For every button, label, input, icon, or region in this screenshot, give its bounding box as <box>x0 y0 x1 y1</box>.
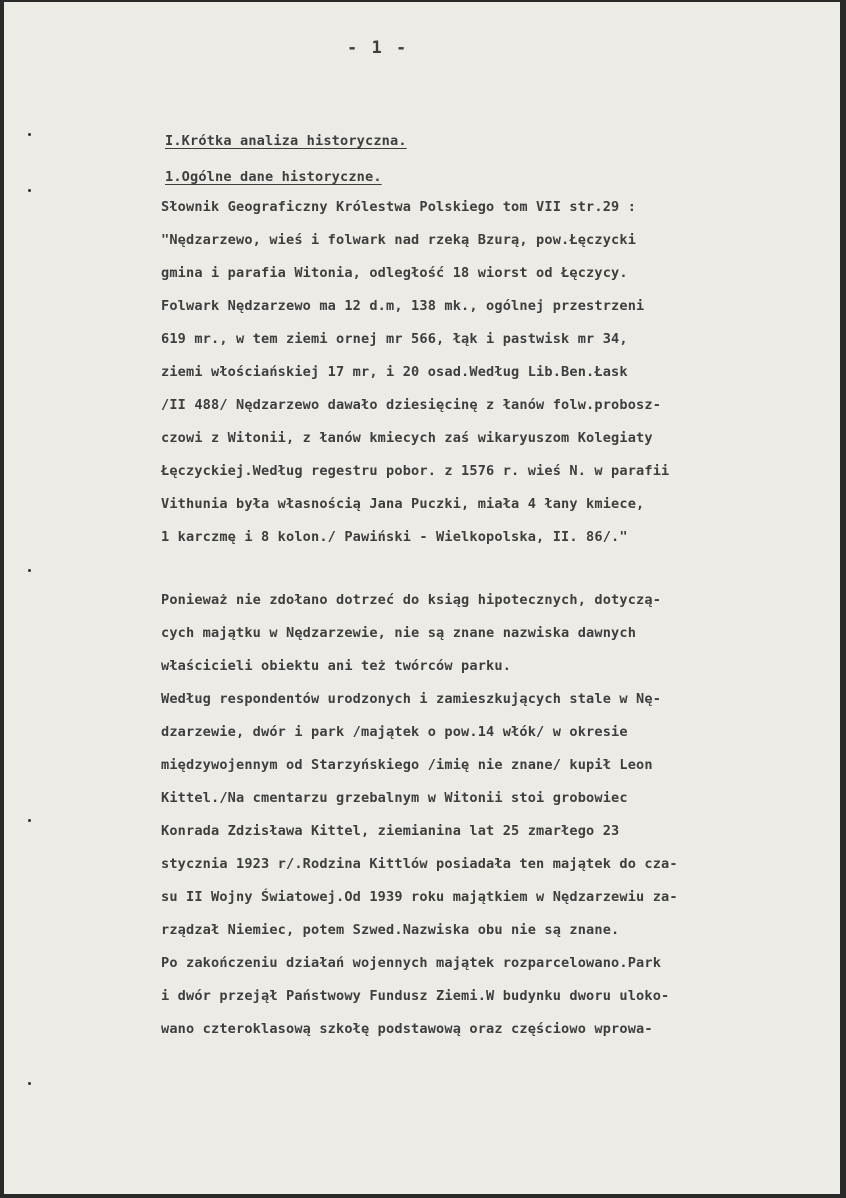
text-line: Łęczyckiej.Według regestru pobor. z 1576 r. wieś N. w parafii <box>161 463 670 479</box>
text-line: /II 488/ Nędzarzewo dawało dziesięcinę z łanów folw.probosz- <box>161 397 662 413</box>
quotation-block <box>161 191 669 554</box>
section-heading: I.Krótka analiza historyczna. <box>165 133 407 149</box>
text-line: dzarzewie, dwór i park /majątek o pow.14 włók/ w okresie <box>161 724 628 740</box>
text-line: Kittel./Na cmentarzu grzebalnym w Witonii stoi grobowiec <box>161 790 628 806</box>
text-line: Ponieważ nie zdołano dotrzeć do ksiąg hipotecznych, dotyczą- <box>161 592 662 608</box>
text-line: ziemi włościańskiej 17 mr, i 20 osad.Według Lib.Ben.Łask <box>161 364 628 380</box>
text-line: rządzał Niemiec, potem Szwed.Nazwiska obu nie są znane. <box>161 922 620 938</box>
text-line: 1 karczmę i 8 kolon./ Pawiński - Wielkopolska, II. 86/." <box>161 529 628 545</box>
text-line: międzywojennym od Starzyńskiego /imię nie znane/ kupił Leon <box>161 757 653 773</box>
binder-hole-mark <box>28 1082 31 1085</box>
binder-hole-mark <box>28 189 31 192</box>
text-line: Konrada Zdzisława Kittel, ziemianina lat 25 zmarłego 23 <box>161 823 620 839</box>
document-page <box>4 2 840 1194</box>
text-line: czowi z Witonii, z łanów kmiecych zaś wikaryuszom Kolegiaty <box>161 430 653 446</box>
text-line: Po zakończeniu działań wojennych majątek rozparcelowano.Park <box>161 955 662 971</box>
subsection-heading: 1.Ogólne dane historyczne. <box>165 169 382 185</box>
text-line: su II Wojny Światowej.Od 1939 roku majątkiem w Nędzarzewiu za- <box>161 889 678 905</box>
text-line: Słownik Geograficzny Królestwa Polskiego tom VII str.29 : <box>161 199 637 215</box>
text-line: Vithunia była własnością Jana Puczki, miała 4 łany kmiece, <box>161 496 645 512</box>
text-line: wano czteroklasową szkołę podstawową oraz częściowo wprowa- <box>161 1021 653 1037</box>
text-line: stycznia 1923 r/.Rodzina Kittlów posiadała ten majątek do cza- <box>161 856 678 872</box>
text-line: Folwark Nędzarzewo ma 12 d.m, 138 mk., ogólnej przestrzeni <box>161 298 645 314</box>
binder-hole-mark <box>28 569 31 572</box>
body-text-block <box>161 584 678 1046</box>
page-number: - 1 - <box>347 38 409 58</box>
text-line: Według respondentów urodzonych i zamieszkujących stale w Nę- <box>161 691 662 707</box>
text-line: gmina i parafia Witonia, odległość 18 wiorst od Łęczycy. <box>161 265 628 281</box>
text-line: właścicieli obiektu ani też twórców parku. <box>161 658 512 674</box>
binder-hole-mark <box>28 819 31 822</box>
text-line: 619 mr., w tem ziemi ornej mr 566, łąk i pastwisk mr 34, <box>161 331 628 347</box>
text-line: i dwór przejął Państwowy Fundusz Ziemi.W budynku dworu uloko- <box>161 988 670 1004</box>
text-line: cych majątku w Nędzarzewie, nie są znane nazwiska dawnych <box>161 625 637 641</box>
text-line: "Nędzarzewo, wieś i folwark nad rzeką Bzurą, pow.Łęczycki <box>161 232 637 248</box>
binder-hole-mark <box>28 133 31 136</box>
